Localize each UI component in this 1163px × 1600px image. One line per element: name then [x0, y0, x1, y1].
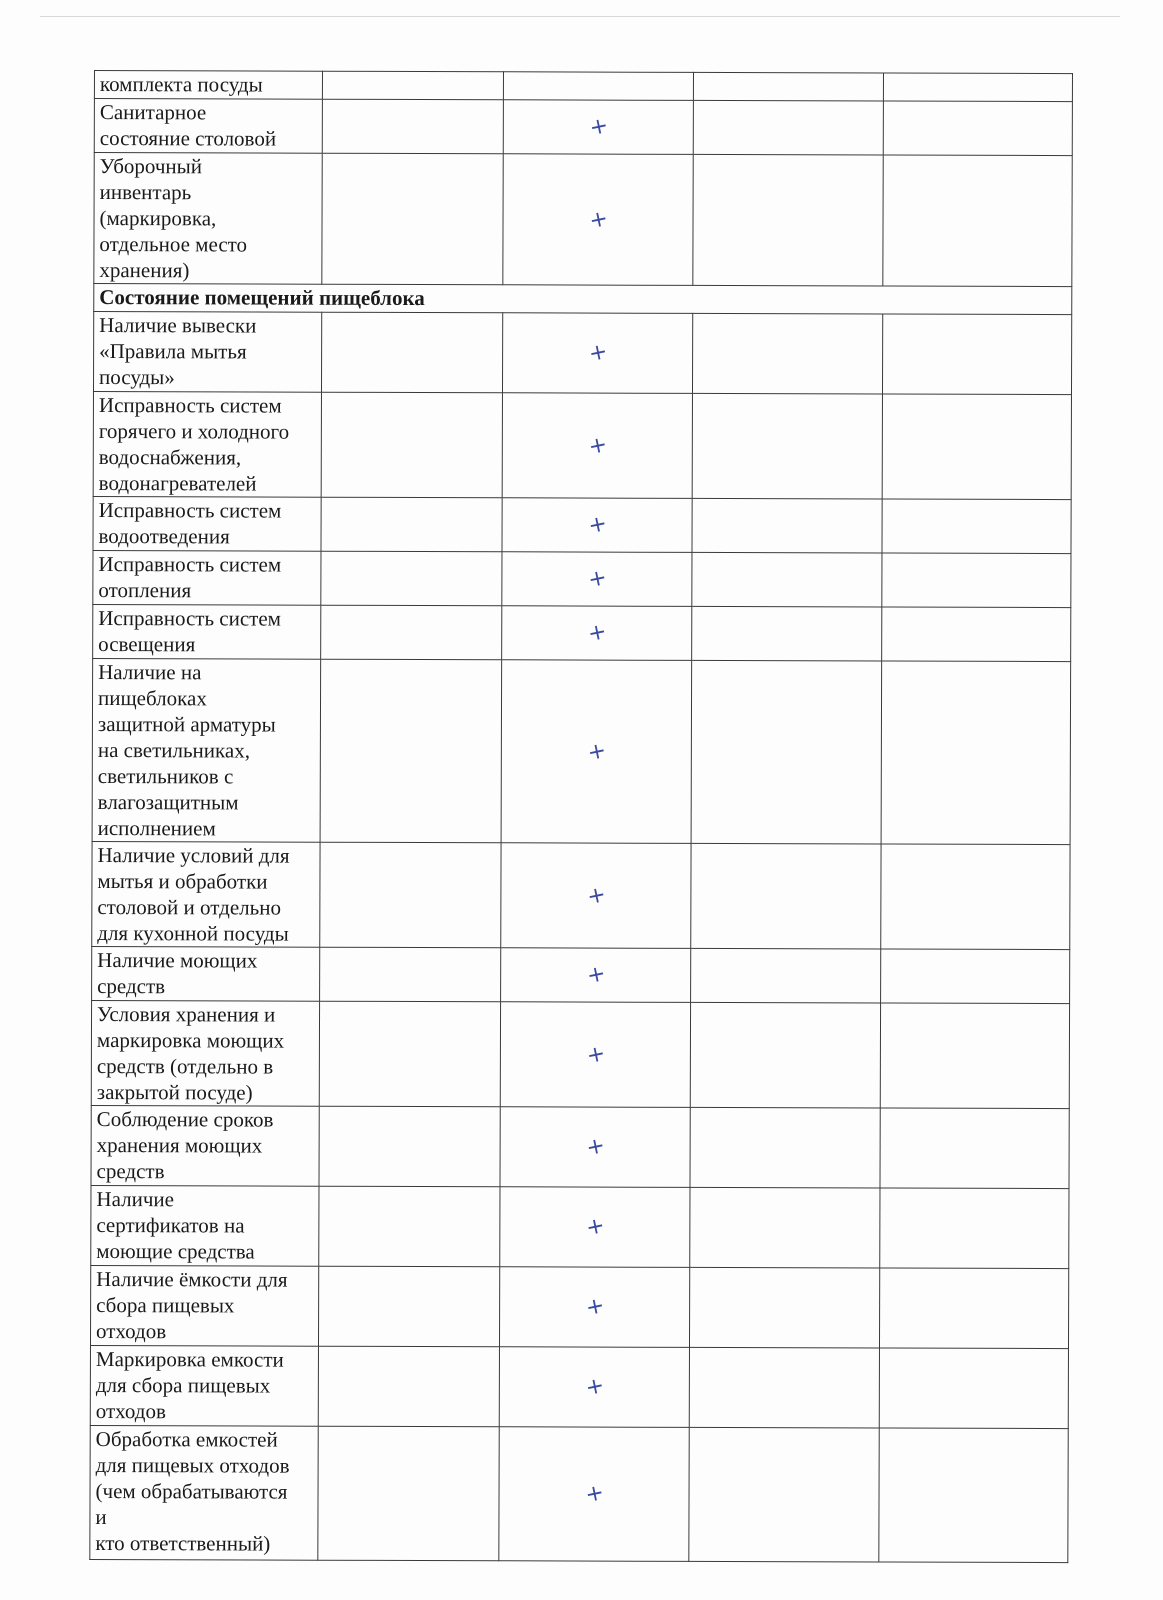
empty-cell [692, 498, 882, 553]
handwritten-plus-mark: + [586, 431, 610, 460]
handwritten-plus-mark: + [583, 1132, 608, 1162]
criterion-cell: Наличие на пищеблоках защитной арматуры на светильниках, светильников с влагозащитным исполнением [92, 658, 321, 842]
empty-cell [690, 1107, 880, 1188]
mark-cell [502, 313, 692, 394]
criterion-cell: Условия хранения и маркировка моющих средств (отдельно в закрытой посуде) [91, 1000, 319, 1106]
table-row [93, 496, 1071, 553]
empty-cell [879, 1348, 1068, 1429]
criterion-cell: Санитарное состояние столовой [94, 99, 322, 154]
empty-cell [319, 1106, 500, 1187]
table-row [91, 1105, 1069, 1188]
mark-cell [501, 948, 691, 1003]
empty-cell [879, 1268, 1068, 1349]
empty-cell [880, 1188, 1069, 1269]
handwritten-plus-mark: + [583, 1372, 607, 1402]
empty-cell [882, 553, 1071, 608]
table-row [93, 604, 1071, 661]
empty-cell [319, 1001, 500, 1107]
criterion-cell: Обработка емкостей для пищевых отходов (чем обрабатываются и кто ответственный) [90, 1425, 318, 1560]
mark-cell [503, 72, 693, 101]
mark-cell [502, 393, 692, 499]
table-row [93, 312, 1071, 395]
handwritten-plus-mark: + [584, 960, 608, 990]
table-row [92, 658, 1071, 844]
criterion-cell: Наличие моющих средств [92, 946, 320, 1001]
inspection-checklist-table [89, 70, 1073, 1563]
table-row [92, 841, 1070, 949]
mark-cell [501, 660, 692, 844]
empty-cell [880, 1108, 1069, 1189]
criterion-cell: Исправность систем освещения [93, 604, 321, 659]
criterion-cell: Исправность систем водоотведения [93, 496, 321, 551]
handwritten-plus-mark: + [585, 737, 609, 766]
criterion-cell: Наличие вывески «Правила мытья посуды» [93, 312, 321, 393]
criterion-cell: Наличие условий для мытья и обработки столовой и отдельно для кухонной посуды [92, 841, 320, 947]
handwritten-plus-mark: + [583, 1212, 607, 1242]
empty-cell [689, 1347, 879, 1428]
handwritten-plus-mark: + [586, 205, 611, 234]
mark-cell [502, 552, 692, 607]
empty-cell [691, 843, 881, 949]
empty-cell [321, 497, 502, 552]
criterion-cell: Исправность систем отопления [93, 550, 321, 605]
mark-cell [502, 498, 692, 553]
empty-cell [880, 1003, 1069, 1109]
table-row [93, 550, 1071, 607]
empty-cell [693, 100, 883, 155]
empty-cell [882, 314, 1071, 395]
empty-cell [319, 1186, 500, 1267]
empty-cell [320, 947, 501, 1002]
empty-cell [693, 72, 883, 101]
mark-cell [500, 1107, 690, 1188]
empty-cell [689, 1427, 879, 1562]
table-row [91, 1000, 1069, 1108]
criterion-cell: комплекта посуды [94, 71, 322, 100]
mark-cell [503, 100, 693, 155]
handwritten-plus-mark: + [585, 564, 609, 594]
table-row [94, 153, 1072, 287]
empty-cell [691, 660, 882, 844]
criterion-cell: Исправность систем горячего и холодного водоснабжения, водонагревателей [93, 391, 321, 497]
mark-cell [502, 606, 692, 661]
section-header-row [94, 284, 1072, 315]
empty-cell [883, 73, 1072, 102]
empty-cell [692, 393, 882, 499]
scan-edge-line [40, 16, 1120, 17]
criterion-cell: Соблюдение сроков хранения моющих средств [91, 1105, 319, 1186]
checklist-body [90, 71, 1073, 1563]
table-row [91, 1185, 1069, 1268]
empty-cell [881, 949, 1070, 1004]
empty-cell [322, 153, 503, 285]
table-row [92, 946, 1070, 1003]
empty-cell [321, 605, 502, 660]
empty-cell [689, 1267, 879, 1348]
empty-cell [320, 842, 501, 948]
empty-cell [690, 1002, 880, 1108]
empty-cell [318, 1426, 499, 1561]
table-row [93, 391, 1071, 499]
empty-cell [318, 1266, 499, 1347]
mark-cell [501, 843, 691, 949]
empty-cell [322, 99, 503, 154]
mark-cell [500, 1002, 690, 1108]
empty-cell [318, 1346, 499, 1427]
table-row [90, 1345, 1068, 1428]
table-row [90, 1425, 1068, 1562]
empty-cell [691, 948, 881, 1003]
criterion-cell: Маркировка емкости для сбора пищевых отходов [90, 1345, 318, 1426]
empty-cell [882, 499, 1071, 554]
empty-cell [692, 313, 882, 394]
mark-cell [500, 1187, 690, 1268]
empty-cell [321, 551, 502, 606]
empty-cell [881, 844, 1070, 950]
empty-cell [321, 392, 502, 498]
handwritten-plus-mark: + [584, 1040, 608, 1069]
handwritten-plus-mark: + [587, 112, 611, 142]
empty-cell [320, 659, 502, 843]
empty-cell [883, 101, 1072, 156]
mark-cell [499, 1427, 689, 1562]
table-row [90, 1265, 1068, 1348]
empty-cell [692, 606, 882, 661]
section-title: Состояние помещений пищеблока [94, 284, 1072, 315]
handwritten-plus-mark: + [585, 618, 609, 648]
handwritten-plus-mark: + [585, 510, 610, 540]
mark-cell [503, 154, 693, 286]
criterion-cell: Наличие сертификатов на моющие средства [91, 1185, 319, 1266]
criterion-cell: Наличие ёмкости для сбора пищевых отходов [90, 1265, 318, 1346]
empty-cell [879, 1428, 1068, 1563]
handwritten-plus-mark: + [582, 1479, 607, 1509]
criterion-cell: Уборочный инвентарь (маркировка, отдельное место хранения) [94, 153, 322, 285]
empty-cell [693, 154, 883, 286]
mark-cell [499, 1267, 689, 1348]
empty-cell [321, 312, 502, 393]
table-row [94, 99, 1072, 156]
empty-cell [322, 71, 503, 100]
table-row [94, 71, 1072, 102]
empty-cell [883, 155, 1072, 287]
empty-cell [882, 607, 1071, 662]
handwritten-plus-mark: + [586, 338, 610, 368]
empty-cell [882, 394, 1071, 500]
mark-cell [499, 1347, 689, 1428]
handwritten-plus-mark: + [584, 881, 608, 910]
handwritten-plus-mark: + [583, 1292, 607, 1322]
empty-cell [690, 1187, 880, 1268]
empty-cell [881, 661, 1071, 845]
empty-cell [692, 552, 882, 607]
